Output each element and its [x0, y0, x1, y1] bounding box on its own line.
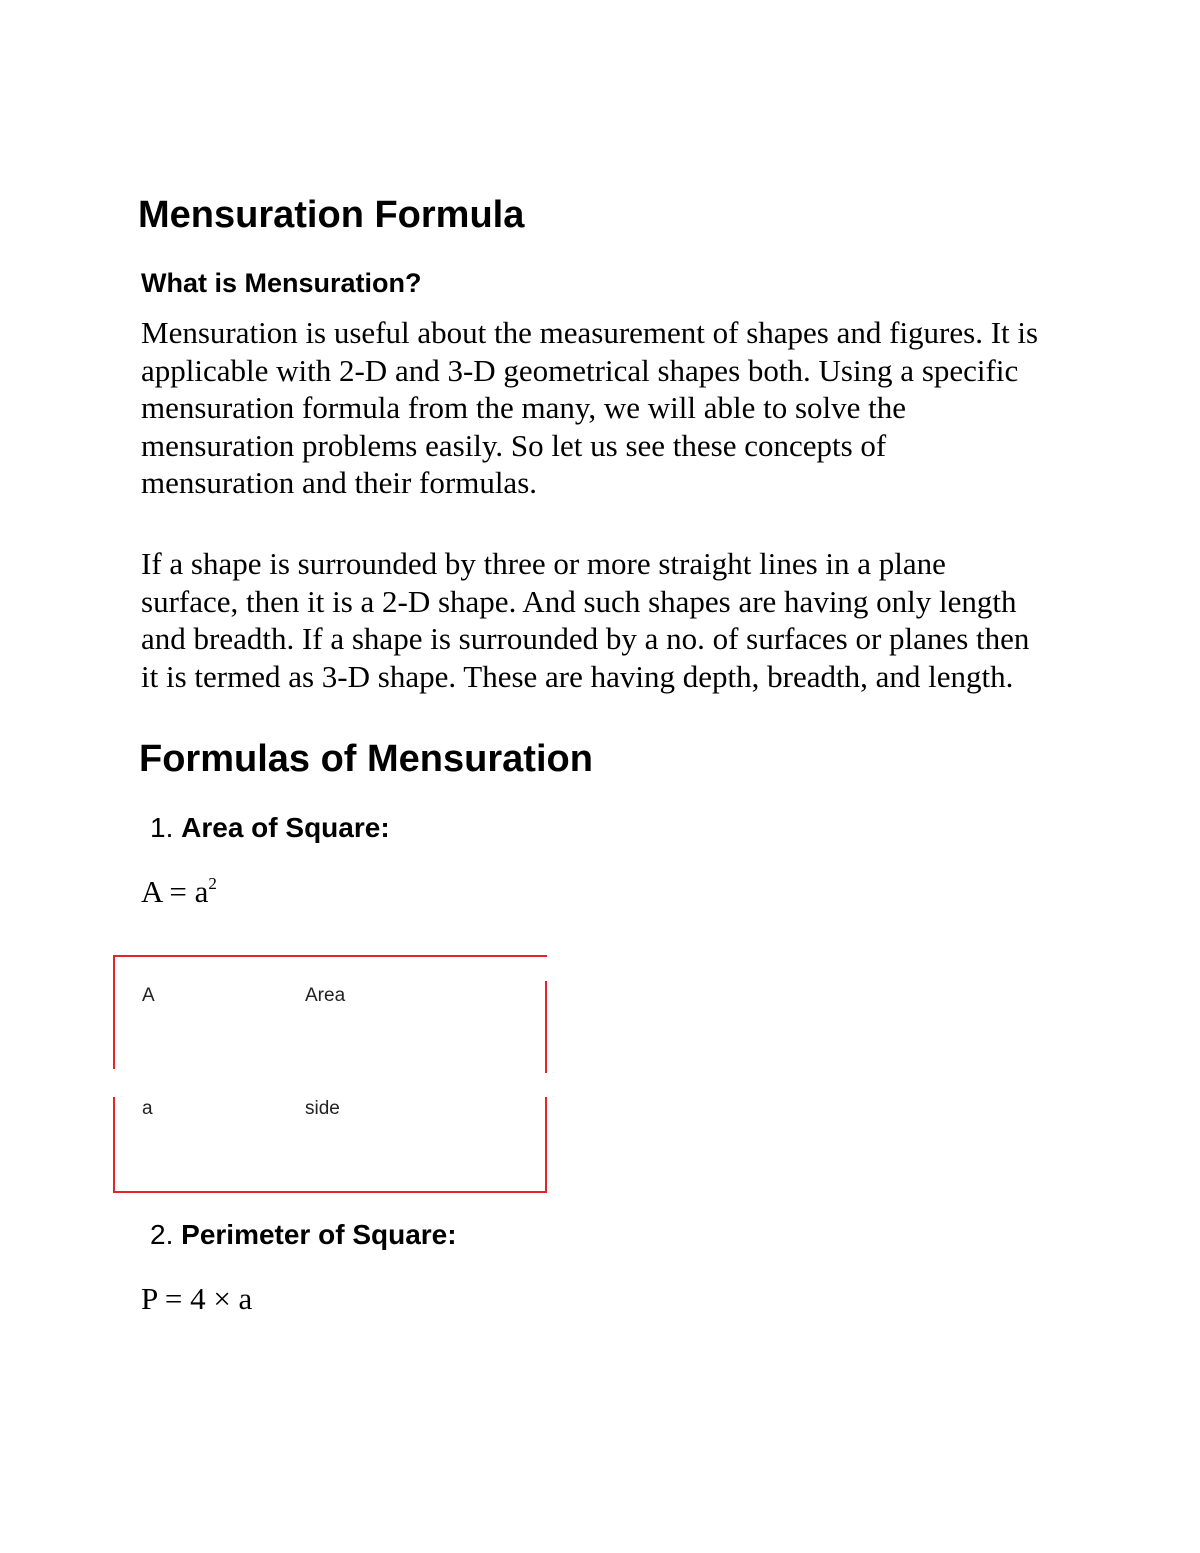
list-label: Area of Square:	[181, 812, 390, 843]
list-item-area-of-square	[150, 811, 390, 845]
list-number: 1.	[150, 812, 174, 843]
paragraph-line: applicable with 2-D and 3-D geometrical shapes both. Using a specific	[141, 352, 1019, 388]
border-gap	[544, 957, 548, 981]
paragraph-line: mensuration problems easily. So let us see these concepts of	[141, 427, 887, 463]
border-gap	[544, 1073, 548, 1097]
subtitle: What is Mensuration?	[141, 268, 422, 298]
shapes-paragraph	[141, 545, 1071, 695]
list-number: 2.	[150, 1219, 174, 1250]
table-cell-symbol: a	[142, 1098, 153, 1119]
paragraph-line: Mensuration is useful about the measurement of shapes and figures. It is	[141, 315, 1039, 350]
formula-text: A = a	[141, 874, 209, 909]
paragraph-line: it is termed as 3-D shape. These are having depth, breadth, and length.	[141, 658, 1014, 694]
border-gap	[112, 1069, 116, 1097]
paragraph-line: mensuration formula from the many, we will able to solve the	[141, 390, 907, 425]
list-item-perimeter-of-square	[150, 1218, 457, 1252]
paragraph-line: and breadth. If a shape is surrounded by a no. of surfaces or planes then	[141, 621, 1030, 656]
perimeter-formula	[141, 1280, 252, 1318]
table-cell-meaning: Area	[305, 985, 346, 1006]
paragraph-line: surface, then it is a 2-D shape. And such shapes are having only length	[141, 583, 1017, 619]
paragraph-line: If a shape is surrounded by three or more straight lines in a plane	[141, 546, 946, 581]
variables-table	[113, 955, 547, 1193]
paragraph-line: mensuration and their formulas.	[141, 465, 538, 500]
intro-paragraph	[141, 314, 1071, 502]
area-formula	[141, 873, 217, 911]
table-cell-symbol: A	[142, 985, 155, 1006]
list-label: Perimeter of Square:	[181, 1219, 457, 1250]
formula-text: P = 4 × a	[141, 1281, 253, 1316]
formula-exponent: 2	[208, 874, 217, 893]
section-title: Formulas of Mensuration	[139, 738, 593, 780]
page-title: Mensuration Formula	[138, 194, 525, 236]
table-cell-meaning: side	[305, 1098, 340, 1119]
